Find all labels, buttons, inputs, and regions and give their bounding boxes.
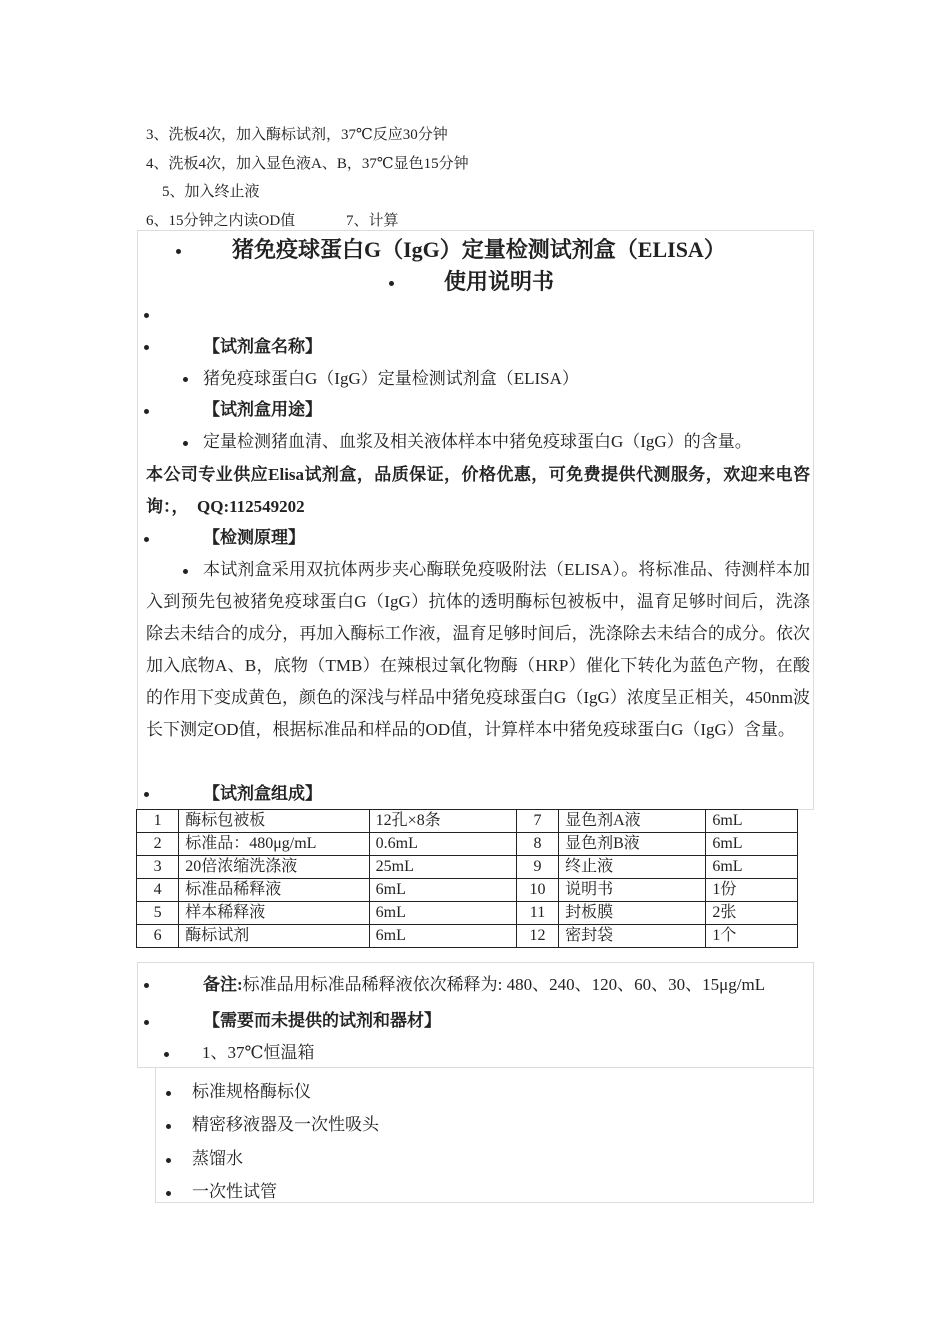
kit-item-cell: 酶标包被板 [179, 810, 369, 833]
table-row [137, 856, 798, 879]
table-row [137, 925, 798, 948]
kit-amount-cell: 6mL [369, 879, 516, 902]
principle-heading-bullet [144, 537, 149, 542]
kit-item-cell: 20倍浓缩洗涤液 [179, 856, 369, 879]
kit-item-cell: 显色剂B液 [559, 833, 706, 856]
table-row [137, 833, 798, 856]
kit-amount-cell: 25mL [369, 856, 516, 879]
kit-no-cell: 8 [516, 833, 558, 856]
needed-item-bullet [166, 1191, 171, 1196]
kit-amount-cell: 12孔×8条 [369, 810, 516, 833]
table-row [137, 879, 798, 902]
subtitle-bullet [389, 281, 394, 286]
document-subtitle: 使用说明书 [444, 269, 555, 294]
kit-item-cell: 标准品稀释液 [179, 879, 369, 902]
promo-text: 本公司专业供应Elisa试剂盒，品质保证，价格优惠，可免费提供代测服务，欢迎来电咨询：， QQ:112549202 [146, 465, 810, 516]
kit-amount-cell: 0.6mL [369, 833, 516, 856]
kit-no-cell: 6 [137, 925, 179, 948]
principle-text: 本试剂盒采用双抗体两步夹心酶联免疫吸附法（ELISA）。将标准品、待测样本加入到预先包被猪免疫球蛋白G（IgG）抗体的透明酶标包被板中，温育足够时间后，洗涤除去未结合的成分，再加入酶标工作液，温育足够时间后，洗涤除去未结合的成分。依次加入底物A、B，底物（TMB）在辣根过氧化物酶（HRP）催化下转化为蓝色产物，在酸的作用下变成黄色，颜色的深浅与样品中猪免疫球蛋白G（IgG）浓度呈正相关，450nm波长下测定OD值，根据标准品和样品的OD值，计算样本中猪免疫球蛋白G（IgG）含量。 [146, 560, 810, 739]
needed-item: 一次性试管 [192, 1182, 277, 1201]
kit-composition-table [136, 809, 798, 948]
kit-amount-cell: 6mL [706, 833, 798, 856]
needed-first-item: 1、37℃恒温箱 [202, 1043, 315, 1062]
kit-item-cell: 酶标试剂 [179, 925, 369, 948]
kit-no-cell: 10 [516, 879, 558, 902]
kit-amount-cell: 1份 [706, 879, 798, 902]
kit-item-cell: 封板膜 [559, 902, 706, 925]
kit-no-cell: 1 [137, 810, 179, 833]
kit-no-cell: 12 [516, 925, 558, 948]
use-value-bullet [183, 441, 188, 446]
kit-no-cell: 3 [137, 856, 179, 879]
kit-item-cell: 说明书 [559, 879, 706, 902]
use-heading-bullet [144, 409, 149, 414]
kit-no-cell: 4 [137, 879, 179, 902]
name-heading-bullet [144, 345, 149, 350]
needed-item: 蒸馏水 [192, 1149, 243, 1168]
needed-first-bullet [164, 1052, 169, 1057]
kit-name-heading: 【试剂盒名称】 [203, 337, 322, 356]
kit-item-cell: 样本稀释液 [179, 902, 369, 925]
step-5: 5、加入终止液 [162, 184, 260, 200]
kit-item-cell: 标准品：480μg/mL [179, 833, 369, 856]
needed-item-bullet [166, 1091, 171, 1096]
document-title: 猪免疫球蛋白G（IgG）定量检测试剂盒（ELISA） [232, 237, 726, 262]
title-bullet [176, 249, 181, 254]
kit-item-cell: 终止液 [559, 856, 706, 879]
step-4: 4、洗板4次，加入显色液A、B，37℃显色15分钟 [146, 156, 469, 172]
kit-no-cell: 11 [516, 902, 558, 925]
kit-no-cell: 2 [137, 833, 179, 856]
kit-no-cell: 7 [516, 810, 558, 833]
kit-amount-cell: 6mL [706, 810, 798, 833]
table-row [137, 902, 798, 925]
needed-item: 精密移液器及一次性吸头 [192, 1115, 379, 1134]
note-label: 备注: [203, 975, 243, 994]
kit-no-cell: 5 [137, 902, 179, 925]
kit-item-cell: 显色剂A液 [559, 810, 706, 833]
kit-no-cell: 9 [516, 856, 558, 879]
kit-amount-cell: 6mL [706, 856, 798, 879]
kit-item-cell: 密封袋 [559, 925, 706, 948]
kit-use-value: 定量检测猪血清、血浆及相关液体样本中猪免疫球蛋白G（IgG）的含量。 [203, 432, 752, 451]
note-text: 标准品用标准品稀释液依次稀释为: 480、240、120、60、30、15μg/mL [242, 975, 766, 994]
needed-item: 标准规格酶标仪 [192, 1082, 311, 1101]
note [203, 973, 765, 997]
kit-amount-cell: 6mL [369, 902, 516, 925]
kit-use-heading: 【试剂盒用途】 [203, 400, 322, 419]
step-6: 6、15分钟之内读OD值 [146, 213, 296, 229]
table-row [137, 810, 798, 833]
step-7: 7、计算 [346, 213, 399, 229]
empty-bullet [144, 313, 149, 318]
kit-amount-cell: 6mL [369, 925, 516, 948]
principle-heading: 【检测原理】 [203, 528, 305, 547]
needed-item-bullet [166, 1158, 171, 1163]
composition-heading: 【试剂盒组成】 [203, 784, 322, 803]
kit-amount-cell: 2张 [706, 902, 798, 925]
composition-heading-bullet [144, 792, 149, 797]
step-3: 3、洗板4次，加入酶标试剂，37℃反应30分钟 [146, 127, 448, 143]
needed-item-bullet [166, 1124, 171, 1129]
name-value-bullet [183, 377, 188, 382]
kit-name-value: 猪免疫球蛋白G（IgG）定量检测试剂盒（ELISA） [203, 369, 579, 388]
note-bullet [144, 983, 149, 988]
kit-amount-cell: 1个 [706, 925, 798, 948]
needed-heading: 【需要而未提供的试剂和器材】 [203, 1011, 441, 1030]
needed-heading-bullet [144, 1020, 149, 1025]
